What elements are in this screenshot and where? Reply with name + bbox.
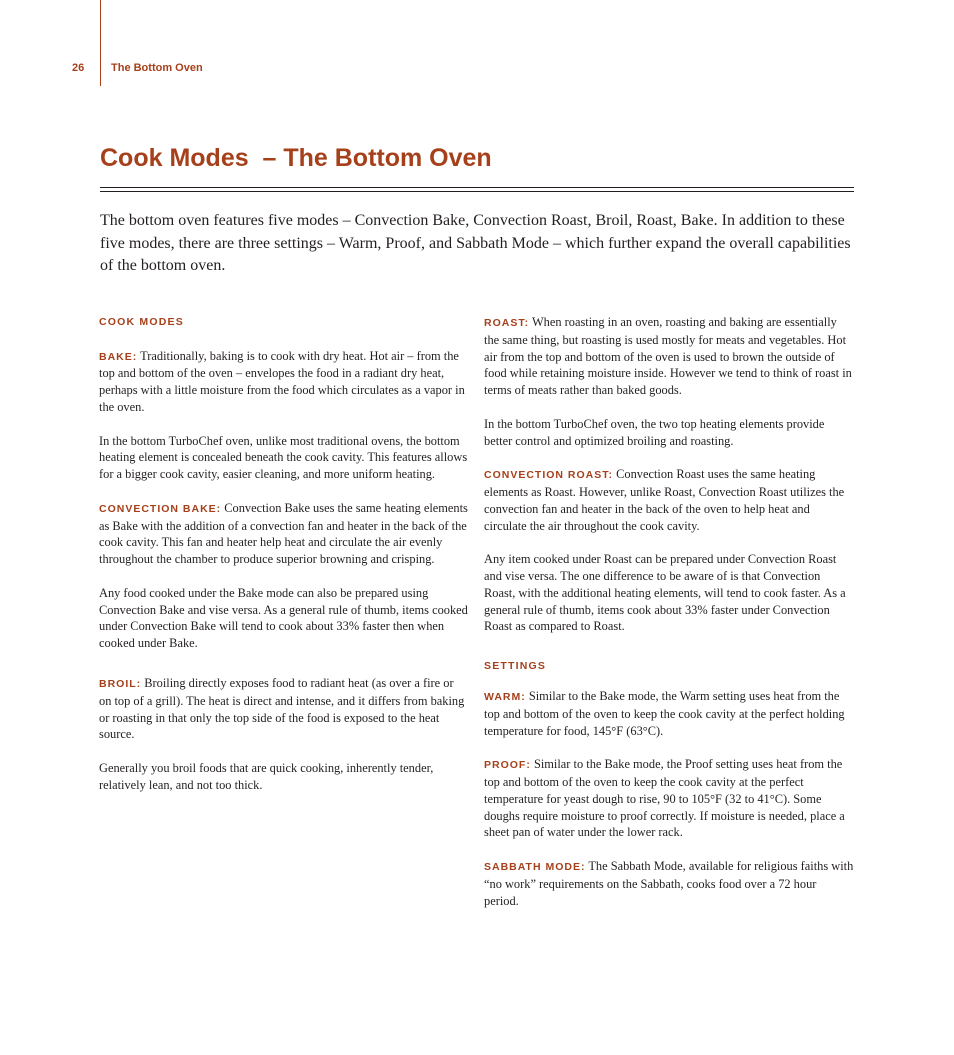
section-head-settings: SETTINGS (484, 660, 547, 673)
left-column (99, 314, 469, 794)
roast-paragraph (484, 314, 854, 399)
page-number: 26 (72, 62, 85, 74)
section-head-cook-modes: COOK MODES (99, 316, 184, 328)
running-head: The Bottom Oven (111, 62, 203, 74)
broil-paragraph-2: Generally you broil foods that are quick cooking, inherently tender, relatively lean, and not too thick. (99, 760, 434, 792)
title-rule-bottom (100, 191, 854, 192)
bake-text: Traditionally, baking is to cook with dry heat. Hot air – from the top and bottom of the oven – envelopes the food in a radiant dry heat, perhaps with a little moisture from the food which circulates as a vapor in the oven. (99, 348, 465, 414)
convection-roast-paragraph-2: Any item cooked under Roast can be prepared under Convection Roast and vise versa. The one difference to be aware of is that Convection Roast, with the additional heating elements, will tend to cook faster. As a general rule of thumb, items cook about 33% faster under Convection Roast as compared to Roast. (484, 552, 846, 634)
convection-roast-label: CONVECTION ROAST: (484, 469, 614, 482)
proof-paragraph (484, 756, 854, 841)
broil-text: Broiling directly exposes food to radiant heat (as over a fire or on top of a grill). The heat is direct and intense, and it differs from baking or roasting in that only the top side of the food is exposed to the heat source. (99, 675, 465, 742)
convection-bake-paragraph (99, 500, 469, 568)
convection-roast-paragraph (484, 466, 854, 534)
convection-roast-text: Convection Roast uses the same heating elements as Roast. However, unlike Roast, Convection Roast utilizes the convection fan and heater in the back of the oven to help heat and circulate the air throughout the cook cavity. (484, 467, 845, 533)
roast-paragraph-2: In the bottom TurboChef oven, the two top heating elements provide better control and optimized broiling and roasting. (484, 416, 825, 448)
bake-label: BAKE: (99, 350, 138, 363)
sabbath-mode-label: SABBATH MODE: (484, 860, 586, 873)
convection-bake-text: Convection Bake uses the same heating elements as Bake with the addition of a convection fan and heater in the back of the cook cavity. This fan and heater help heat and circulate the air evenly throughout the chamber to produce superior browning and crisping. (99, 500, 468, 567)
title-rule-top (100, 187, 854, 188)
sabbath-mode-text: The Sabbath Mode, available for religious faiths with “no work” requirements on the Sabbath, cooks food over a 72 hour period. (484, 858, 854, 908)
roast-text: When roasting in an oven, roasting and baking are essentially the same thing, but roasting is used mostly for meats and vegetables. Hot air from the top and bottom of the oven is used to brown the outside of food while retaining moisture inside. However we tend to think of roast in terms of meats rather than baked goods. (484, 315, 852, 398)
intro-paragraph: The bottom oven features five modes – Convection Bake, Convection Roast, Broil, Roast, Bake. In addition to these five modes, there are three settings – Warm, Proof, and Sabbath Mode – which further expand the overall capabilities of the bottom oven. (100, 212, 851, 274)
roast-label: ROAST: (484, 317, 530, 329)
page-title: Cook Modes – The Bottom Oven (100, 144, 492, 172)
right-column (484, 314, 854, 909)
convection-bake-paragraph-2: Any food cooked under the Bake mode can also be prepared using Convection Bake and vise versa. As a general rule of thumb, items cooked under Convection Bake will tend to cook about 33% faster then when cooked under Bake. (99, 585, 468, 651)
broil-paragraph (99, 675, 469, 743)
warm-label: WARM: (484, 690, 526, 703)
bake-paragraph (99, 348, 469, 416)
header-vertical-rule (100, 0, 101, 86)
warm-text: Similar to the Bake mode, the Warm setting uses heat from the top and bottom of the oven to keep the cook cavity at the perfect holding temperature for food, 145°F (63°C). (484, 688, 845, 738)
proof-label: PROOF: (484, 759, 531, 772)
sabbath-paragraph (484, 858, 854, 909)
bake-paragraph-2: In the bottom TurboChef oven, unlike most traditional ovens, the bottom heating element is concealed beneath the cook cavity. This features allows for a bigger cook cavity, easier cleaning, and more uniform heating. (99, 433, 468, 482)
warm-paragraph (484, 688, 854, 739)
proof-text: Similar to the Bake mode, the Proof setting uses heat from the top and bottom of the oven to keep the cook cavity at the perfect temperature for yeast dough to rise, 90 to 105°F (32 to 41°C). Some doughs require moisture to proof correctly. If moisture is needed, place a sheet pan of water under the lower rack. (484, 757, 845, 840)
broil-label: BROIL: (99, 677, 142, 690)
convection-bake-label: CONVECTION BAKE: (99, 502, 222, 515)
